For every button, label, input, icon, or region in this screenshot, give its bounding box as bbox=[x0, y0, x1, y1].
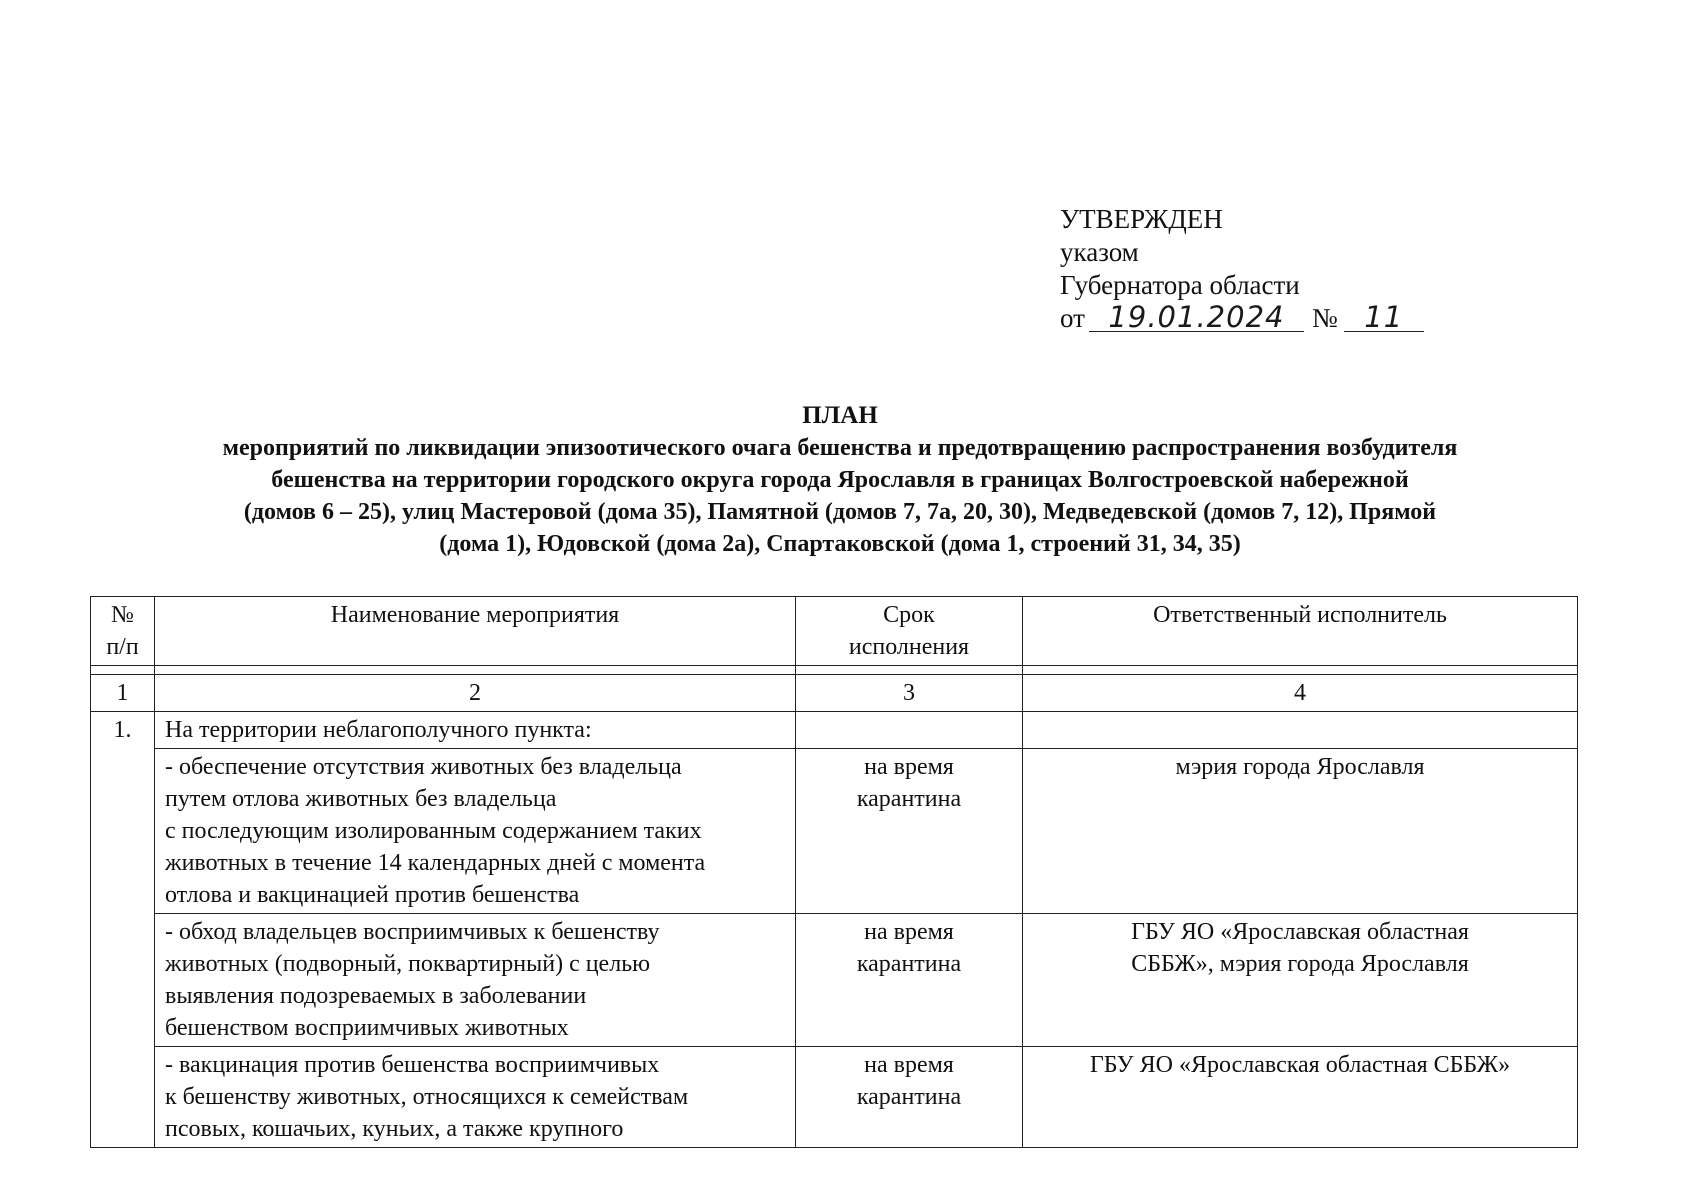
section-row bbox=[91, 712, 1578, 749]
executor-line: мэрия города Ярославля bbox=[1175, 754, 1425, 780]
measure-executor bbox=[1023, 749, 1578, 914]
section-term bbox=[796, 712, 1023, 749]
executor-line: ГБУ ЯО «Ярославская областная bbox=[1131, 919, 1469, 945]
measure-term bbox=[796, 749, 1023, 914]
measure-line: - обеспечение отсутствия животных без владельца bbox=[165, 754, 682, 780]
term-line: на время bbox=[864, 1052, 954, 1078]
term-line: на время bbox=[864, 754, 954, 780]
measure-name bbox=[155, 749, 796, 914]
measure-term bbox=[796, 914, 1023, 1047]
header-gap bbox=[91, 666, 1578, 675]
section-number: 1. bbox=[91, 712, 155, 1148]
measure-line: псовых, кошачьих, куньих, а также крупного bbox=[165, 1116, 624, 1142]
approval-by: указом bbox=[1060, 237, 1139, 267]
header-executor-text: Ответственный исполнитель bbox=[1153, 602, 1447, 628]
measure-line: - обход владельцев восприимчивых к бешенству bbox=[165, 919, 660, 945]
measure-line: животных в течение 14 календарных дней с момента bbox=[165, 850, 706, 876]
table-row bbox=[91, 1047, 1578, 1148]
approval-title: УТВЕРЖДЕН bbox=[1060, 204, 1223, 234]
measure-line: - вакцинация против бешенства восприимчивых bbox=[165, 1052, 660, 1078]
header-num-line: № bbox=[111, 602, 134, 628]
date-prefix: от bbox=[1060, 303, 1085, 333]
plan-subtitle-line: мероприятий по ликвидации эпизоотического очага бешенства и предотвращению распространения возбудителя bbox=[222, 435, 1458, 461]
section-title: На территории неблагополучного пункта: bbox=[155, 712, 796, 749]
executor-line: СББЖ», мэрия города Ярославля bbox=[1131, 951, 1469, 977]
measure-name bbox=[155, 914, 796, 1047]
approval-authority: Губернатора области bbox=[1060, 270, 1300, 300]
column-number: 4 bbox=[1023, 675, 1578, 712]
measure-line: животных (подворный, поквартирный) с целью bbox=[165, 951, 651, 977]
column-number: 1 bbox=[91, 675, 155, 712]
approval-stamp bbox=[1060, 203, 1424, 335]
number-sign: № bbox=[1311, 303, 1338, 333]
plan-heading bbox=[60, 400, 1620, 560]
measure-line: с последующим изолированным содержанием таких bbox=[165, 818, 702, 844]
term-line: карантина bbox=[856, 1084, 962, 1110]
table-row bbox=[91, 749, 1578, 914]
measure-executor bbox=[1023, 914, 1578, 1047]
header-term-line: исполнения bbox=[848, 634, 970, 660]
term-line: карантина bbox=[856, 951, 962, 977]
measure-executor bbox=[1023, 1047, 1578, 1148]
plan-table bbox=[90, 596, 1578, 1148]
header-num bbox=[91, 597, 155, 666]
measure-name bbox=[155, 1047, 796, 1148]
plan-subtitle-line: (дома 1), Юдовской (дома 2а), Спартаковской (дома 1, строений 31, 34, 35) bbox=[439, 531, 1241, 557]
plan-title: ПЛАН bbox=[802, 402, 878, 429]
header-num-line: п/п bbox=[106, 634, 139, 660]
header-executor bbox=[1023, 597, 1578, 666]
section-executor bbox=[1023, 712, 1578, 749]
column-number: 3 bbox=[796, 675, 1023, 712]
measure-line: выявления подозреваемых в заболевании bbox=[165, 983, 587, 1009]
term-line: карантина bbox=[856, 786, 962, 812]
measure-line: путем отлова животных без владельца bbox=[165, 786, 557, 812]
measure-line: бешенством восприимчивых животных bbox=[165, 1015, 569, 1041]
plan-subtitle-line: (домов 6 – 25), улиц Мастеровой (дома 35), Памятной (домов 7, 7а, 20, 30), Медведевской (домов 7, 12), Прямой bbox=[243, 499, 1437, 525]
header-name-text: Наименование мероприятия bbox=[330, 602, 620, 628]
measure-term bbox=[796, 1047, 1023, 1148]
column-number-row bbox=[91, 675, 1578, 712]
measure-line: к бешенству животных, относящихся к семействам bbox=[165, 1084, 689, 1110]
header-term bbox=[796, 597, 1023, 666]
header-row bbox=[91, 597, 1578, 666]
table-row bbox=[91, 914, 1578, 1047]
header-term-line: Срок bbox=[883, 602, 935, 628]
header-name bbox=[155, 597, 796, 666]
column-number: 2 bbox=[155, 675, 796, 712]
plan-subtitle-line: бешенства на территории городского округа города Ярославля в границах Волгостроевской набережной bbox=[271, 467, 1409, 493]
term-line: на время bbox=[864, 919, 954, 945]
handwritten-number: 11 bbox=[1344, 303, 1424, 332]
handwritten-date: 19.01.2024 bbox=[1089, 303, 1304, 332]
measure-line: отлова и вакцинацией против бешенства bbox=[165, 882, 580, 908]
approval-date-line bbox=[1060, 302, 1424, 335]
executor-line: ГБУ ЯО «Ярославская областная СББЖ» bbox=[1089, 1052, 1511, 1078]
